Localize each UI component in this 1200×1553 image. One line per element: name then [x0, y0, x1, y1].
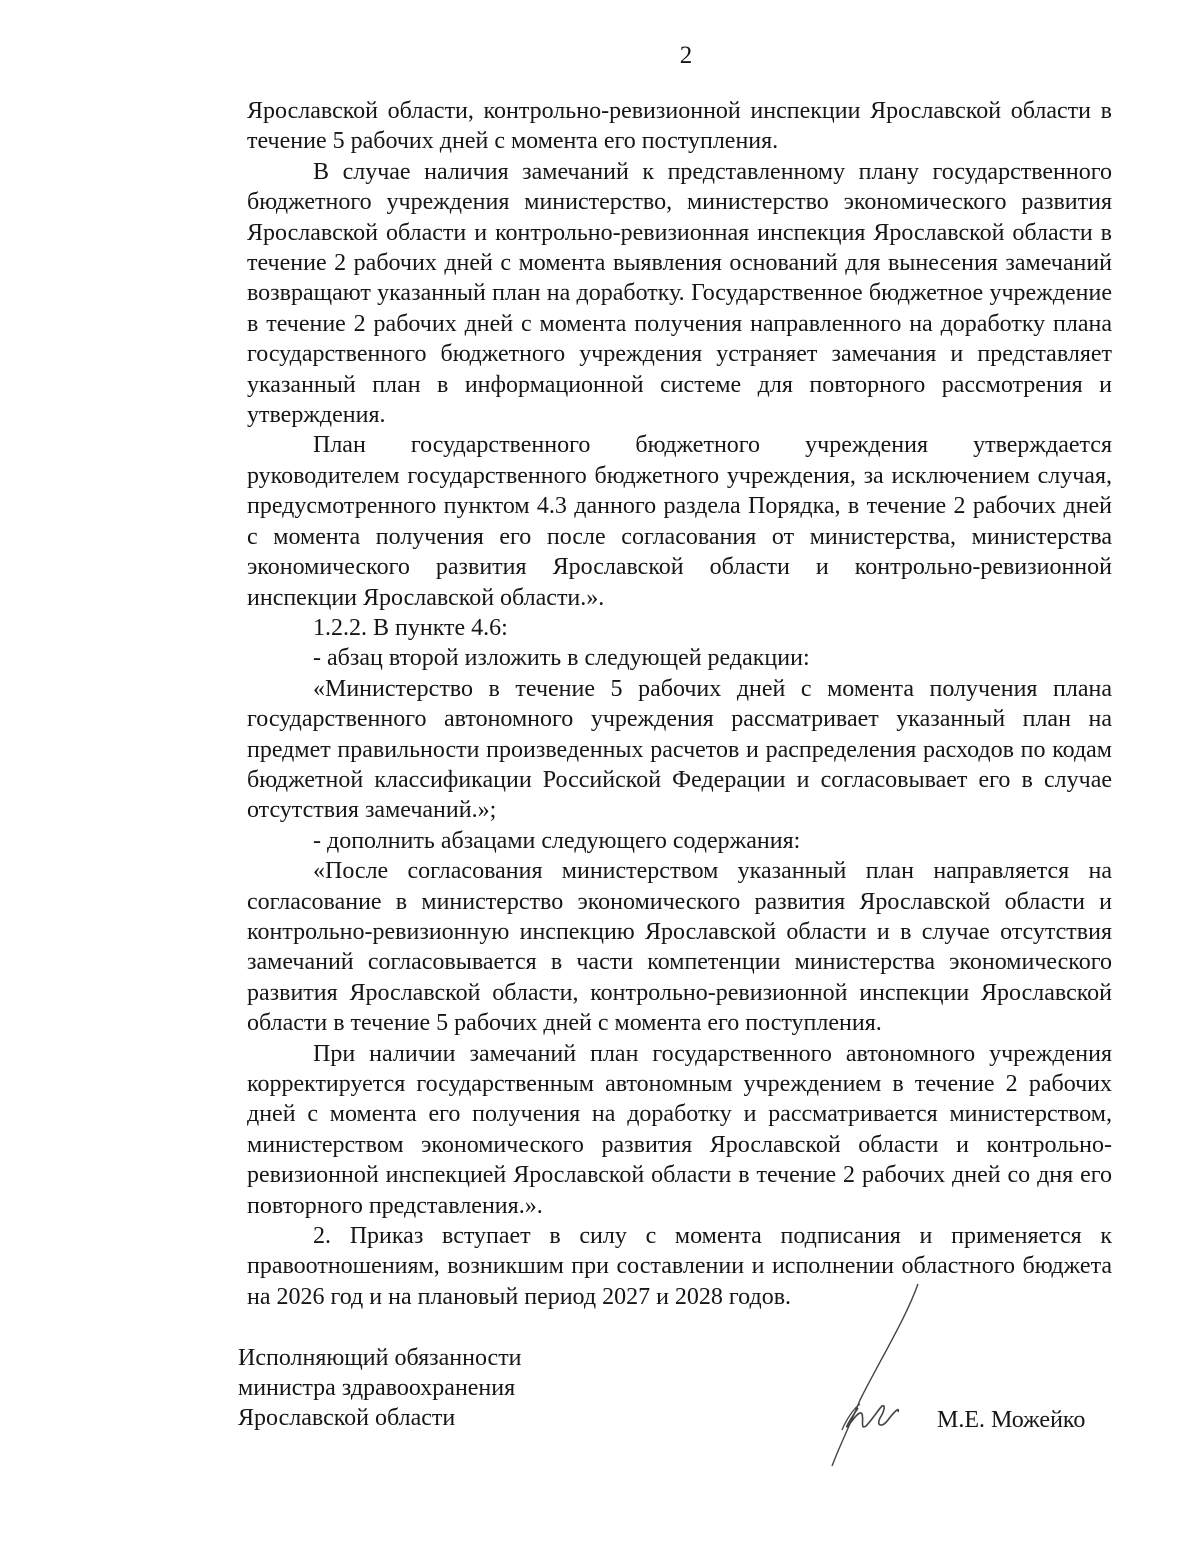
signatory-position	[238, 1343, 522, 1433]
paragraph-after-agreement: «После согласования министерством указанный план направляется на согласование в министерство экономического развития Ярославской области и контрольно-ревизионную инспекцию Ярославской области и в случае отсутствия замечаний согласовывается в части компетенции министерства экономического развития Ярославской области, контрольно-ревизионной инспекции Ярославской области в течение 5 рабочих дней с момента его поступления.	[247, 858, 1112, 1037]
paragraph-effective-date: 2. Приказ вступает в силу с момента подписания и применяется к правоотношениям, возникшим при составлении и исполнении областного бюджета на 2026 год и на плановый период 2027 и 2028 годов.	[247, 1223, 1112, 1310]
paragraph-continuation: Ярославской области, контрольно-ревизионной инспекции Ярославской области в течение 5 рабочих дней с момента его поступления.	[247, 98, 1112, 155]
signatory-position-line: Исполняющий обязанности	[238, 1345, 522, 1371]
paragraph-ministry-review: «Министерство в течение 5 рабочих дней с момента получения плана государственного автономного учреждения рассматривает указанный план на предмет правильности произведенных расчетов и распределения расходов по кодам бюджетной классификации Российской Федерации и согласовывает его в случае отсутствия замечаний.»;	[247, 675, 1112, 824]
handwritten-signature	[820, 1280, 930, 1470]
document-body	[247, 96, 1112, 1312]
paragraph-plan-approval: План государственного бюджетного учреждения утверждается руководителем государственного бюджетного учреждения, за исключением случая, предусмотренного пунктом 4.3 данного раздела Порядка, в течение 2 рабочих дней с момента получения его после согласования от министерства, министерства экономического развития Ярославской области и контрольно-ревизионной инспекции Ярославской области.».	[247, 432, 1112, 611]
paragraph-remarks-autonomous: При наличии замечаний план государственного автономного учреждения корректируется государственным автономным учреждением в течение 2 рабочих дней с момента его получения на доработку и рассматривается министерством, министерством экономического развития Ярославской области и контрольно-ревизионной инспекцией Ярославской области в течение 2 рабочих дней со дня его повторного представления.».	[247, 1040, 1112, 1219]
paragraph-remarks-budget: В случае наличия замечаний к представленному плану государственного бюджетного учреждения министерство, министерство экономического развития Ярославской области и контрольно-ревизионная инспекция Ярославской области в течение 2 рабочих дней с момента выявления оснований для вынесения замечаний возвращают указанный план на доработку. Государственное бюджетное учреждение в течение 2 рабочих дней с момента получения направленного на доработку плана государственного бюджетного учреждения устраняет замечания и представляет указанный план в информационной системе для повторного рассмотрения и утверждения.	[247, 158, 1112, 429]
page-number: 2	[679, 42, 693, 69]
signatory-position-line: министра здравоохранения	[238, 1375, 516, 1401]
paragraph-second-abzac: - абзац второй изложить в следующей редакции:	[313, 645, 810, 672]
paragraph-add-abzacs: - дополнить абзацами следующего содержания:	[313, 827, 801, 854]
signatory-name: М.Е. Можейко	[937, 1407, 1086, 1433]
signatory-position-line: Ярославской области	[238, 1405, 456, 1431]
paragraph-clause-1-2-2: 1.2.2. В пункте 4.6:	[313, 614, 508, 641]
